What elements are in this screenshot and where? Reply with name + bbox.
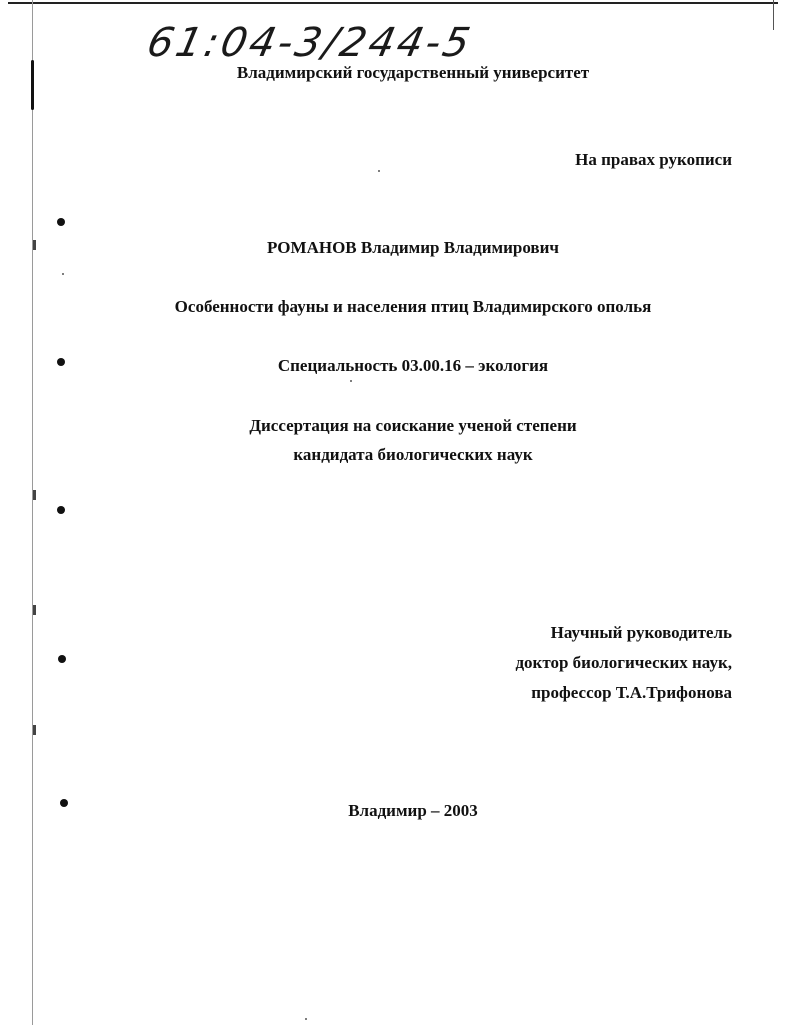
scan-edge-tick: [33, 605, 36, 615]
scan-speck: [378, 170, 380, 172]
scan-speck: [305, 1018, 307, 1020]
scan-edge-left: [32, 0, 33, 1025]
author-name: РОМАНОВ Владимир Владимирович: [267, 238, 559, 257]
dissertation-title: Особенности фауны и населения птиц Владимирского ополья: [174, 297, 652, 316]
binding-hole-mark: [58, 655, 66, 663]
supervisor-name: профессор Т.А.Трифонова: [531, 683, 732, 702]
handwritten-archive-number: 61:04-3/244-5: [143, 20, 477, 66]
scan-speck: [62, 273, 64, 275]
dissertation-degree-line2: кандидата биологических наук: [293, 445, 533, 464]
dissertation-degree-line1: Диссертация на соискание ученой степени: [249, 416, 577, 435]
supervisor-degree: доктор биологических наук,: [515, 653, 732, 672]
binding-hole-mark: [57, 218, 65, 226]
scan-edge-right: [773, 0, 774, 30]
scan-speck: [350, 380, 352, 382]
scan-edge-tick: [33, 725, 36, 735]
rights-notice: На правах рукописи: [575, 150, 732, 169]
scan-edge-tick: [33, 490, 36, 500]
scan-edge-top: [8, 2, 778, 4]
specialty: Специальность 03.00.16 – экология: [277, 356, 549, 375]
university-name: Владимирский государственный университет: [236, 63, 590, 82]
supervisor-role: Научный руководитель: [550, 623, 732, 642]
place-and-year: Владимир – 2003: [348, 801, 478, 820]
binding-hole-mark: [57, 506, 65, 514]
